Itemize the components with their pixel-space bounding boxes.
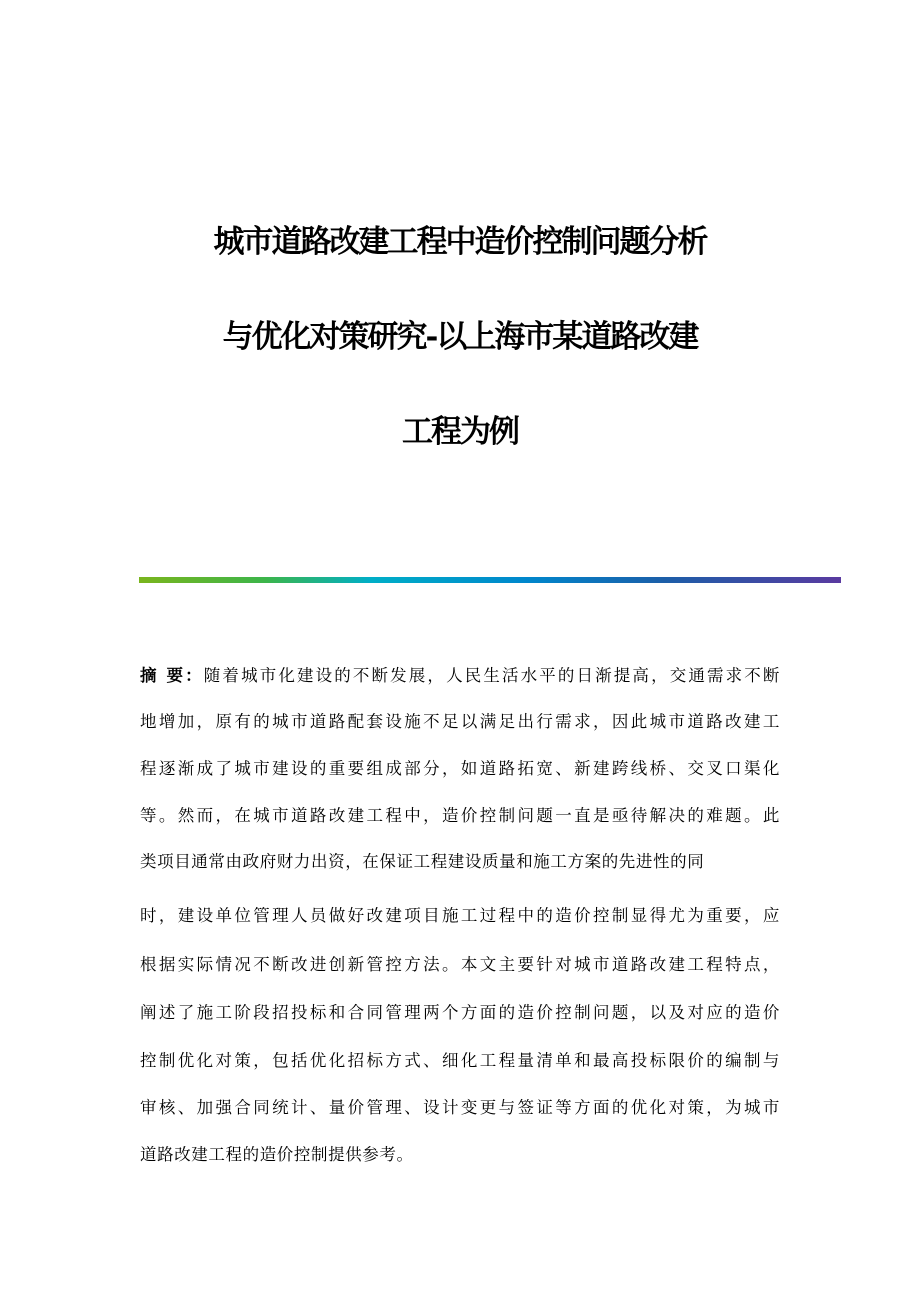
abstract-line: 程逐渐成了城市建设的重要组成部分，如道路拓宽、新建跨线桥、交叉口渠化 [140,759,780,778]
abstract-line: 控制优化对策，包括优化招标方式、细化工程量清单和最高投标限价的编制与 [140,1051,780,1070]
abstract-line: 阐述了施工阶段招投标和合同管理两个方面的造价控制问题，以及对应的造价 [140,1003,780,1022]
title-line: 工程为例 [402,414,518,450]
title-line: 与优化对策研究-以上海市某道路改建 [222,319,698,355]
abstract-line: 等。然而，在城市道路改建工程中，造价控制问题一直是亟待解决的难题。此 [140,806,780,825]
abstract-line: 审核、加强合同统计、量价管理、设计变更与签证等方面的优化对策，为城市 [140,1098,780,1117]
abstract-label: 摘 要： [140,666,204,685]
abstract-line: 根据实际情况不断改进创新管控方法。本文主要针对城市道路改建工程特点， [140,955,780,974]
abstract-line: 类项目通常由政府财力出资，在保证工程建设质量和施工方案的先进性的同 [140,852,705,871]
gradient-divider [139,577,841,583]
abstract-line: 道路改建工程的造价控制提供参考。 [140,1145,414,1164]
abstract-text: 随着城市化建设的不断发展，人民生活水平的日渐提高，交通需求不断 [203,666,780,685]
abstract-line [140,665,780,687]
abstract-line: 时，建设单位管理人员做好改建项目施工过程中的造价控制显得尤为重要，应 [140,906,780,925]
abstract-line: 地增加，原有的城市道路配套设施不足以满足出行需求，因此城市道路改建工 [140,712,780,731]
title-line: 城市道路改建工程中造价控制问题分析 [213,224,707,260]
